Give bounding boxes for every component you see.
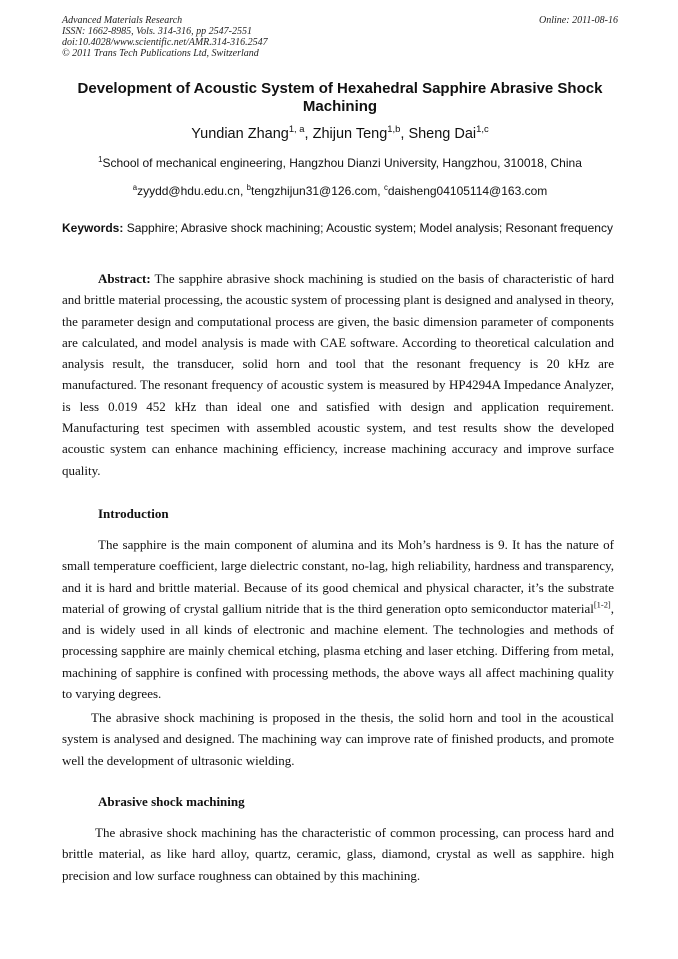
- affiliation-sup: 1: [98, 155, 103, 164]
- abrasive-paragraph-1: The abrasive shock machining has the characteristic of common processing, can process hard and brittle material, as like hard alloy, quartz, ceramic, glass, diamond, crystal as well as sapphire. high precision and low surface roughness can obtained by this machining.: [62, 825, 614, 883]
- paper-title: Development of Acoustic System of Hexahedral Sapphire Abrasive Shock Machining: [77, 80, 603, 115]
- journal-name: Advanced Materials Research: [62, 15, 183, 26]
- abstract: [62, 268, 614, 481]
- keywords: [62, 218, 614, 239]
- intro-text: The sapphire is the main component of alumina and its Moh’s hardness is 9. It has the nature of small temperature coefficient, large dielectric constant, no-lag, high reliability, hardness and transparency, and it is hard and brittle material. Because of its good chemical and physical character, it’s the substrate material of growing of crystal gallium nitride that is the third generation opto semiconductor material: [62, 537, 614, 616]
- keywords-text: Sapphire; Abrasive shock machining; Acoustic system; Model analysis; Resonant frequency: [126, 221, 613, 235]
- author-name: Sheng Dai: [408, 126, 477, 142]
- email-list: $^a$zyydd@hdu.edu.cn, $^b$tengzhijun31@126.com, $^c$daisheng04105114@163.com: [132, 183, 548, 198]
- intro-text: , and is widely used in all kinds of electronic and machine element. The technologies and methods of processing sapphire are mainly chemical etching, plasma etching and laser etching. Differing from metal, machining of sapphire is confined with processing methods, the above ways all affect machining quality to varying degrees.: [62, 600, 614, 702]
- author-name: Yundian Zhang: [191, 126, 289, 142]
- author-sup: 1, a: [288, 123, 305, 135]
- citation: [1-2]: [593, 599, 611, 610]
- author-list: Yundian Zhang$^{1, a}$, Zhijun Teng$^{1,b}$, Sheng Dai$^{1,c}$: [191, 123, 489, 142]
- email-sup: a: [132, 183, 138, 192]
- affiliation: [62, 156, 618, 171]
- doi-line: doi:10.4028/www.scientific.net/AMR.314-316.2547: [62, 37, 268, 48]
- email-sup: c: [383, 183, 388, 192]
- issn-line: ISSN: 1662-8985, Vols. 314-316, pp 2547-2551: [62, 26, 252, 37]
- introduction-heading: Introduction: [98, 506, 169, 521]
- email-address: zyydd@hdu.edu.cn: [137, 184, 240, 198]
- email-address: daisheng04105114@163.com: [387, 184, 548, 198]
- copyright-line: © 2011 Trans Tech Publications Ltd, Switzerland: [62, 48, 259, 59]
- journal-header: [62, 15, 618, 59]
- introduction-paragraph-2: The abrasive shock machining is proposed in the thesis, the solid horn and tool in the acoustical system is analysed and designed. The machining way can improve rate of finished products, and promote well the development of ultrasonic wielding.: [62, 710, 614, 768]
- abstract-text: The sapphire abrasive shock machining is studied on the basis of characteristic of hard and brittle material processing, the acoustic system of processing plant is designed and analysed in theory, the parameter design and computational process are given, the basic dimension parameter of components are calculated, and model analysis is made with CAE software. According to theoretical calculation and analysis result, the transducer, solid horn and tool that the resonant frequency is 20 kHz are manufactured. The resonant frequency of acoustic system is measured by HP4294A Impedance Analyzer, is less 0.019 452 kHz than ideal one and satisfied with design and application requirement. Manufacturing test specimen with assembled acoustic system, and test results show the developed acoustic system can enhance machining efficiency, increase machining accuracy and improve surface quality.: [62, 271, 615, 478]
- author-sup: 1,c: [476, 123, 489, 135]
- abrasive-section-heading: Abrasive shock machining: [98, 794, 245, 809]
- affiliation-text: School of mechanical engineering, Hangzhou Dianzi University, Hangzhou, 310018, China: [102, 156, 582, 170]
- keywords-label: Keywords:: [62, 221, 124, 235]
- author-name: Zhijun Teng: [312, 126, 388, 142]
- introduction-paragraph-1: [62, 534, 614, 704]
- email-address: tengzhijun31@126.com: [251, 184, 378, 198]
- author-sup: 1,b: [387, 123, 401, 135]
- online-date: Online: 2011-08-16: [539, 15, 618, 26]
- email-sup: b: [246, 183, 251, 192]
- abstract-label: Abstract:: [98, 271, 151, 286]
